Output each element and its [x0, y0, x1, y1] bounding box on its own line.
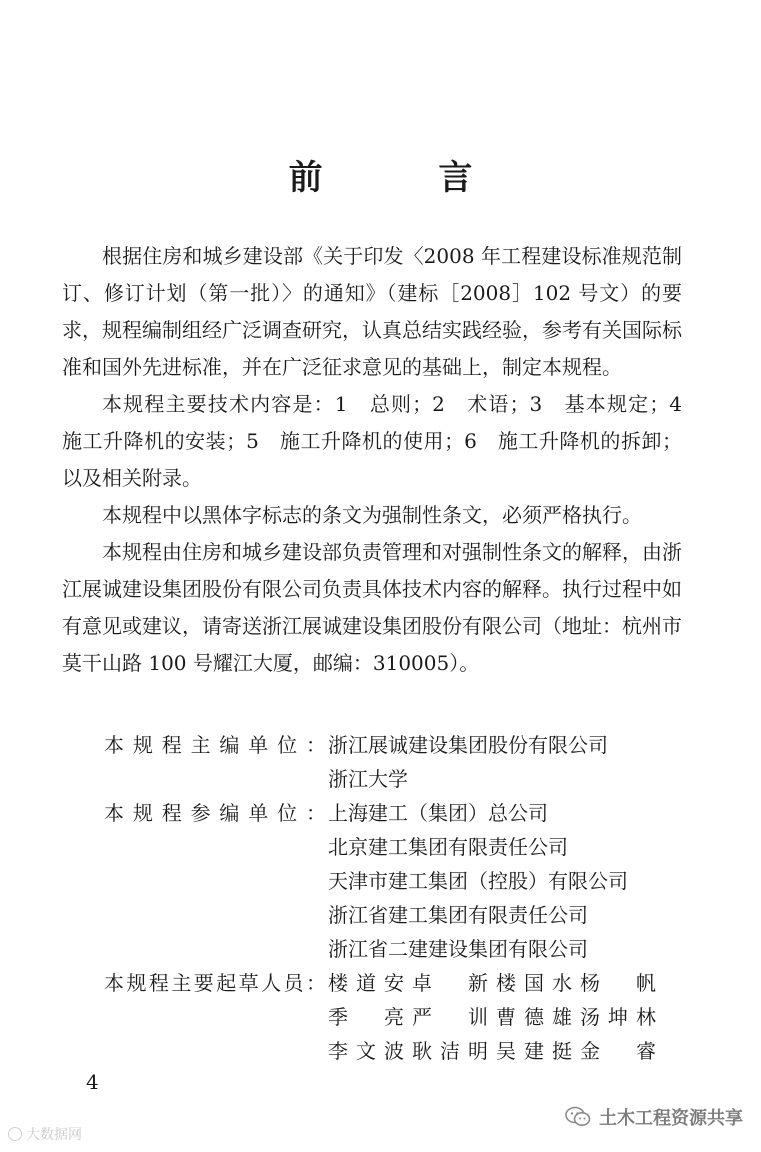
drafter-name: 吴建挺: [496, 1039, 572, 1063]
chief-unit-label: 本规程主编单位：: [104, 733, 328, 757]
drafters-row: [62, 1034, 702, 1068]
participating-unit-name: 浙江省二建建设集团有限公司: [328, 937, 588, 961]
drafter-name: 楼道安: [328, 971, 404, 995]
units-section: [62, 728, 702, 1068]
participating-unit-name: 天津市建工集团（控股）有限公司: [328, 869, 628, 893]
participating-unit-name: 上海建工（集团）总公司: [328, 801, 548, 825]
drafter-name: 杨 帆: [580, 971, 656, 995]
chief-unit-row: [62, 728, 702, 762]
drafter-name: 季 亮: [328, 1005, 404, 1029]
chief-unit-name: 浙江展诚建设集团股份有限公司: [328, 733, 608, 757]
participating-unit-name: 浙江省建工集团有限责任公司: [328, 903, 588, 927]
drafter-name: 严 训: [412, 1005, 488, 1029]
paragraph-contents: 本规程主要技术内容是：1 总则；2 术语；3 基本规定；4 施工升降机的安装；5 施工升降机的使用；6 施工升降机的拆卸；以及相关附录。: [62, 392, 702, 490]
watermark-left: [8, 1124, 82, 1144]
chief-unit-row-2: [62, 762, 702, 796]
drafters-row: [62, 1000, 702, 1034]
drafters-names-line: [328, 1000, 664, 1034]
participating-unit-row: [62, 796, 702, 830]
drafter-name: 卓 新: [412, 971, 488, 995]
participating-unit-row: [62, 864, 702, 898]
drafters-row: [62, 966, 702, 1000]
watermark-logo-icon: [8, 1127, 22, 1141]
paragraph-mandatory: 本规程中以黑体字标志的条文为强制性条文，必须严格执行。: [102, 503, 642, 527]
drafter-name: 曹德雄: [496, 1005, 572, 1029]
drafter-name: 金 睿: [580, 1039, 656, 1063]
drafter-name: 楼国水: [496, 971, 572, 995]
page-title: 前 言: [288, 158, 525, 198]
watermark-left-text: 大数据网: [26, 1127, 82, 1143]
drafter-name: 李文波: [328, 1039, 404, 1063]
participating-unit-label: 本规程参编单位：: [104, 801, 328, 825]
paragraph-management: 本规程由住房和城乡建设部负责管理和对强制性条文的解释，由浙江展诚建设集团股份有限公司负责具体技术内容的解释。执行过程中如有意见或建议，请寄送浙江展诚建设集团股份有限公司（地址：杭州市莫干山路 100 号耀江大厦，邮编：310005）。: [62, 540, 682, 675]
drafter-name: 耿洁明: [412, 1039, 488, 1063]
drafters-names-line: [328, 966, 664, 1000]
participating-unit-name: 北京建工集团有限责任公司: [328, 835, 568, 859]
preface-body: [62, 238, 702, 682]
paragraph-basis: 根据住房和城乡建设部《关于印发〈2008 年工程建设标准规范制订、修订计划（第一批）〉的通知》（建标［2008］102 号文）的要求，规程编制组经广泛调查研究，认真总结实践经验，参考有关国际标准和国外先进标准，并在广泛征求意见的基础上，制定本规程。: [62, 244, 682, 379]
drafter-name: 汤坤林: [580, 1005, 656, 1029]
participating-unit-row: [62, 898, 702, 932]
watermark-right: [565, 1104, 743, 1130]
page-number: 4: [86, 1070, 99, 1094]
drafters-names-line: [328, 1034, 664, 1068]
watermark-right-text: 土木工程资源共享: [599, 1108, 743, 1129]
participating-unit-row: [62, 932, 702, 966]
drafters-label: 本规程主要起草人员：: [104, 971, 328, 995]
participating-unit-row: [62, 830, 702, 864]
chief-unit-name: 浙江大学: [328, 767, 408, 791]
wechat-icon: [565, 1106, 591, 1128]
